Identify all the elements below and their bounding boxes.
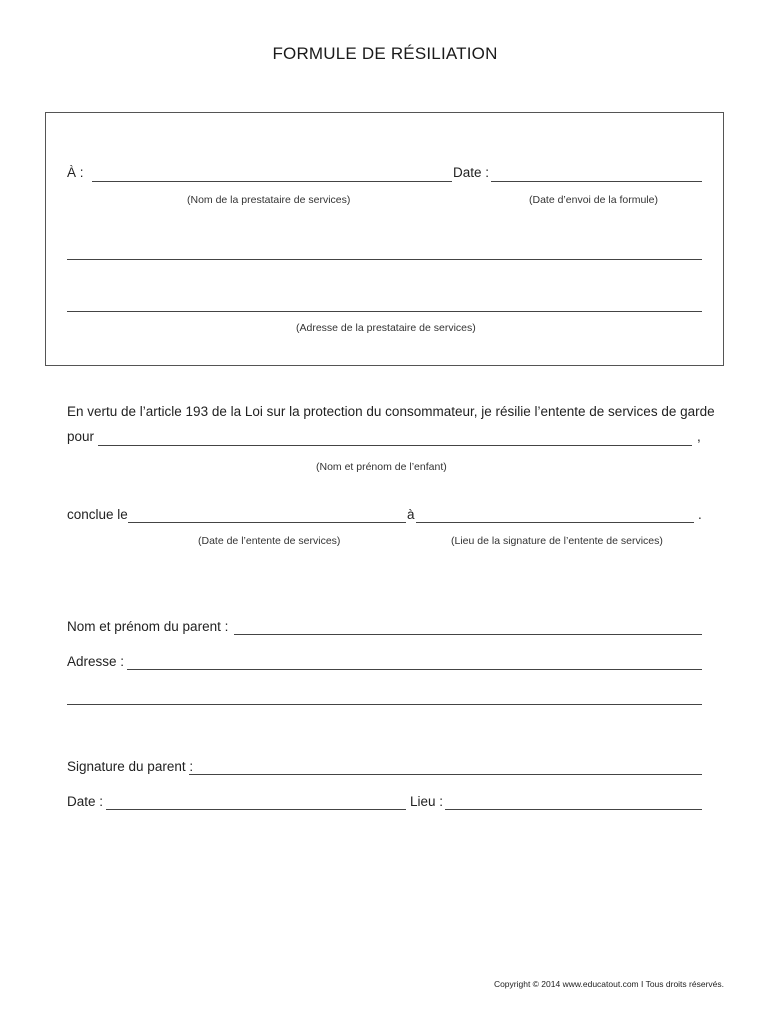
parent-address-field-1[interactable] (127, 669, 702, 670)
agreement-place-field[interactable] (416, 522, 694, 523)
provider-name-field[interactable] (92, 181, 452, 182)
send-date-field[interactable] (491, 181, 702, 182)
sign-date-field[interactable] (106, 809, 406, 810)
parent-name-label: Nom et prénom du parent : (67, 619, 229, 634)
send-date-caption: (Date d’envoi de la formule) (529, 194, 658, 206)
provider-address-caption: (Adresse de la prestataire de services) (296, 322, 476, 334)
at-label: à (407, 507, 415, 522)
parent-name-field[interactable] (234, 634, 702, 635)
sign-place-field[interactable] (445, 809, 702, 810)
agreement-place-caption: (Lieu de la signature de l’entente de services) (451, 535, 663, 547)
agreement-date-field[interactable] (128, 522, 406, 523)
child-name-caption: (Nom et prénom de l’enfant) (316, 461, 447, 473)
period: . (698, 507, 702, 522)
child-name-field[interactable] (98, 445, 692, 446)
provider-name-caption: (Nom de la prestataire de services) (187, 194, 351, 206)
provider-address-field-2[interactable] (67, 311, 702, 312)
signature-field[interactable] (189, 774, 702, 775)
concluded-label: conclue le (67, 507, 128, 522)
comma: , (697, 429, 701, 444)
parent-address-label: Adresse : (67, 654, 125, 669)
sign-place-label: Lieu : (410, 794, 444, 809)
page-title: FORMULE DE RÉSILIATION (272, 44, 498, 63)
parent-address-field-2[interactable] (67, 704, 702, 705)
to-label: À : (67, 165, 84, 180)
agreement-date-caption: (Date de l’entente de services) (198, 535, 341, 547)
copyright-footer: Copyright © 2014 www.educatout.com I Tous droits réservés. (493, 979, 724, 989)
termination-statement: En vertu de l’article 193 de la Loi sur la protection du consommateur, je résilie l’entente de services de garde (67, 404, 715, 419)
provider-address-field-1[interactable] (67, 259, 702, 260)
sign-date-label: Date : (67, 794, 104, 809)
for-label: pour (67, 429, 95, 444)
date-label: Date : (453, 165, 490, 180)
signature-label: Signature du parent : (67, 759, 194, 774)
